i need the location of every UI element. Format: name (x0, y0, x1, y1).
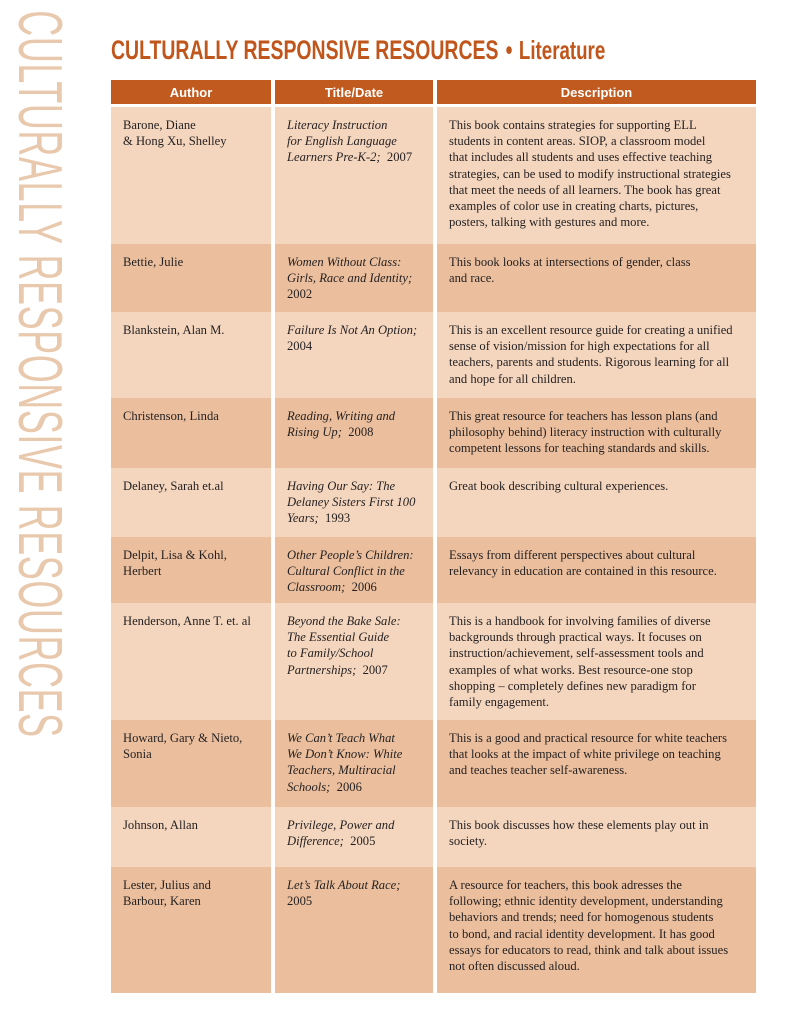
publication-date: 2007 (386, 150, 413, 165)
publication-date: 2005 (287, 894, 313, 909)
author-text: Christenson, Linda (123, 409, 219, 423)
description-cell (437, 537, 756, 603)
description-text: Great book describing cultural experiences. (449, 479, 669, 493)
description-cell (437, 312, 756, 398)
table-row (111, 807, 756, 867)
title-date-cell (275, 603, 433, 720)
author-cell (111, 867, 271, 993)
description-text: This book contains strategies for supporting ELL students in content areas. SIOP, a classroom model that includes all students and uses effective teaching strategies, can be used to modify instructional strategies that meet the needs of all learners. The book has great examples of color use in creating charts, pictures, posters, talking with gestures and more. (449, 118, 731, 230)
book-title: Women Without Class: Girls, Race and Identity; (287, 255, 413, 286)
description-text: This is an excellent resource guide for creating a unified sense of vision/mission for high expectations for all teachers, parents and students. Rigorous learning for all and hope for all children. (449, 323, 733, 386)
page-subtitle: Literature (518, 34, 606, 65)
resources-table (111, 80, 756, 993)
table-row (111, 244, 756, 312)
author-text: Lester, Julius and Barbour, Karen (123, 878, 211, 909)
description-cell (437, 398, 756, 468)
description-cell (437, 867, 756, 993)
table-row (111, 107, 756, 244)
title-date-cell (275, 867, 433, 993)
description-text: This is a good and practical resource for white teachers that looks at the impact of white privilege on teaching and teaches teacher self-awareness. (449, 731, 727, 778)
column-header-description: Description (437, 80, 756, 104)
book-title: Beyond the Bake Sale: The Essential Guide to Family/School Partnerships; (287, 614, 401, 677)
table-row (111, 312, 756, 398)
description-cell (437, 244, 756, 312)
description-text: This book looks at intersections of gender, class and race. (449, 255, 691, 286)
book-title: Failure Is Not An Option; (287, 323, 418, 337)
publication-date: 2006 (351, 580, 377, 595)
description-cell (437, 468, 756, 537)
publication-date: 1993 (325, 511, 351, 526)
description-cell (437, 720, 756, 807)
author-cell (111, 537, 271, 603)
author-cell (111, 312, 271, 398)
table-header-row (111, 80, 756, 104)
description-cell (437, 603, 756, 720)
title-date-cell (275, 244, 433, 312)
author-cell (111, 603, 271, 720)
table-row (111, 867, 756, 993)
description-text: Essays from different perspectives about cultural relevancy in education are contained in this resource. (449, 548, 717, 579)
description-text: This great resource for teachers has lesson plans (and philosophy behind) literacy instruction with culturally competent lessons for teaching standards and skills. (449, 409, 722, 456)
publication-date: 2002 (287, 287, 313, 302)
author-text: Delaney, Sarah et.al (123, 479, 224, 493)
column-header-title-date: Title/Date (275, 80, 433, 104)
author-text: Henderson, Anne T. et. al (123, 614, 251, 628)
author-text: Barone, Diane & Hong Xu, Shelley (123, 118, 227, 149)
title-date-cell (275, 537, 433, 603)
author-cell (111, 468, 271, 537)
table-row (111, 603, 756, 720)
side-title (0, 10, 82, 738)
title-date-cell (275, 312, 433, 398)
side-title-text: CULTURALLY RESPONSIVE RESOURCES (5, 10, 75, 738)
page-title (111, 30, 605, 70)
table-row (111, 720, 756, 807)
description-cell (437, 107, 756, 244)
publication-date: 2006 (336, 779, 362, 794)
description-text: This book discusses how these elements play out in society. (449, 818, 709, 849)
table-row (111, 398, 756, 468)
author-cell (111, 807, 271, 867)
publication-date: 2008 (348, 425, 374, 440)
book-title: Let’s Talk About Race; (287, 878, 401, 892)
description-cell (437, 807, 756, 867)
author-text: Bettie, Julie (123, 255, 184, 269)
title-separator: • (505, 34, 513, 65)
book-title: Literacy Instruction for English Language Learners Pre-K-2; (287, 118, 397, 165)
author-text: Howard, Gary & Nieto, Sonia (123, 731, 243, 762)
title-date-cell (275, 468, 433, 537)
publication-date: 2005 (350, 834, 376, 849)
table-row (111, 468, 756, 537)
description-text: This is a handbook for involving families of diverse backgrounds through practical ways. It focuses on instruction/achievement, self-assessment tools and examples of what works. Best resource-one stop shopping – completely defines new paradigm for family engagement. (449, 614, 711, 710)
title-date-cell (275, 107, 433, 244)
author-cell (111, 244, 271, 312)
description-text: A resource for teachers, this book adresses the following; ethnic identity development, understanding behaviors and trends; need for homogenous students to bond, and racial identity development. It has good essays for educators to read, think and talk about issues not often discussed aloud. (449, 878, 729, 974)
publication-date: 2004 (287, 339, 313, 354)
book-title: Other People’s Children: Cultural Conflict in the Classroom; (287, 548, 414, 595)
author-text: Johnson, Allan (123, 818, 198, 832)
book-title: We Can’t Teach What We Don’t Know: White Teachers, Multiracial Schools; (287, 731, 403, 794)
table-row (111, 537, 756, 603)
author-text: Blankstein, Alan M. (123, 323, 225, 337)
author-cell (111, 720, 271, 807)
book-title: Privilege, Power and Difference; (287, 818, 395, 849)
book-title: Having Our Say: The Delaney Sisters First 100 Years; (287, 479, 416, 526)
author-cell (111, 107, 271, 244)
title-date-cell (275, 807, 433, 867)
title-date-cell (275, 398, 433, 468)
column-header-author: Author (111, 80, 271, 104)
page-title-main: CULTURALLY RESPONSIVE RESOURCES (111, 34, 499, 65)
publication-date: 2007 (362, 662, 388, 677)
author-text: Delpit, Lisa & Kohl, Herbert (123, 548, 227, 579)
title-date-cell (275, 720, 433, 807)
author-cell (111, 398, 271, 468)
book-title: Reading, Writing and Rising Up; (287, 409, 396, 440)
